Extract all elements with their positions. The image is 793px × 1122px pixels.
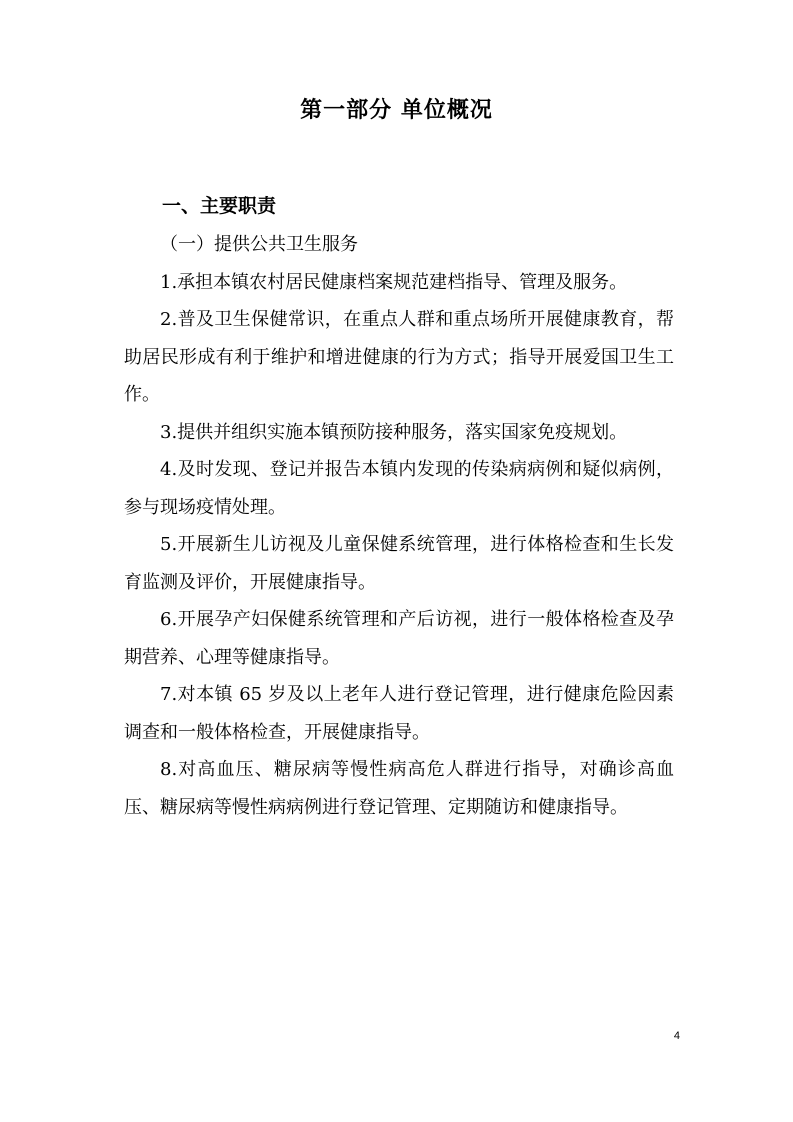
paragraph: 2.普及卫生保健常识，在重点人群和重点场所开展健康教育，帮助居民形成有利于维护和增进健康的行为方式；指导开展爱国卫生工作。 <box>124 309 674 405</box>
paragraph: 4.及时发现、登记并报告本镇内发现的传染病病例和疑似病例，参与现场疫情处理。 <box>124 459 674 518</box>
subsection-heading: （一）提供公共卫生服务 <box>160 234 358 255</box>
paragraph: 1.承担本镇农村居民健康档案规范建档指导、管理及服务。 <box>160 271 628 293</box>
paragraph: 5.开展新生儿访视及儿童保健系统管理，进行体格检查和生长发育监测及评价，开展健康指导。 <box>124 534 674 593</box>
document-body <box>124 226 674 826</box>
page-title: 第一部分 单位概况 <box>300 98 493 123</box>
paragraph: 8.对高血压、糖尿病等慢性病高危人群进行指导，对确诊高血压、糖尿病等慢性病病例进行登记管理、定期随访和健康指导。 <box>124 759 674 818</box>
paragraph: 3.提供并组织实施本镇预防接种服务，落实国家免疫规划。 <box>160 421 628 443</box>
paragraph: 7.对本镇 65 岁及以上老年人进行登记管理，进行健康危险因素调查和一般体格检查，开展健康指导。 <box>124 684 674 743</box>
section-heading: 一、主要职责 <box>162 195 277 217</box>
page-number: 4 <box>673 1030 680 1042</box>
paragraph: 6.开展孕产妇保健系统管理和产后访视，进行一般体格检查及孕期营养、心理等健康指导。 <box>124 609 674 668</box>
